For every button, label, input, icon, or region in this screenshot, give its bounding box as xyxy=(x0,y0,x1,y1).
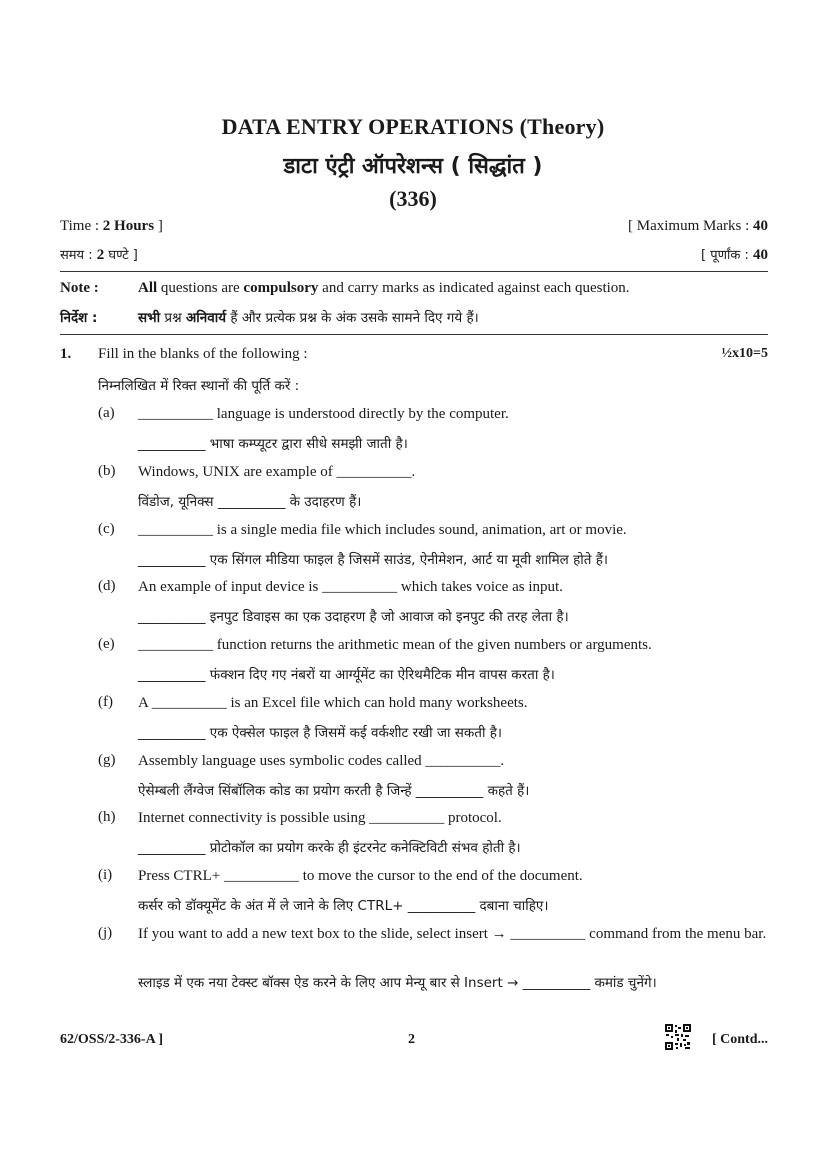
time-value: 2 Hours xyxy=(102,218,155,234)
note-compulsory: compulsory xyxy=(243,280,319,296)
paper-title-english: DATA ENTRY OPERATIONS (Theory) xyxy=(221,114,605,139)
item-text: An example of input device is __________ which takes voice as input. xyxy=(138,579,563,595)
item-text-hindi: __________ भाषा कम्प्यूटर द्वारा सीधे समझी जाती है। xyxy=(138,436,408,452)
max-marks-value-hindi: 40 xyxy=(753,247,768,263)
time-marks-hindi xyxy=(60,245,768,264)
note-hi-all: सभी xyxy=(138,310,161,326)
paper-title-hindi: डाटा एंट्री ऑपरेशन्स ( सिद्धांत ) xyxy=(283,154,543,179)
item-label: (f) xyxy=(98,694,113,710)
item-text: Press CTRL+ __________ to move the cursor to the end of the document. xyxy=(138,868,583,884)
max-marks-label: [ Maximum Marks : xyxy=(628,218,753,234)
item-text-hindi: __________ प्रोटोकॉल का प्रयोग करके ही इंटरनेट कनेक्टिविटी संभव होती है। xyxy=(138,840,521,856)
note-part: questions are xyxy=(157,280,244,296)
time-label: Time : xyxy=(60,218,103,234)
item-label: (d) xyxy=(98,578,116,594)
max-marks-value: 40 xyxy=(753,218,768,234)
max-marks-hindi xyxy=(701,245,768,264)
note-text xyxy=(138,280,630,297)
time-end: ] xyxy=(154,218,163,234)
paper-code: (336) xyxy=(389,186,437,211)
item-text-hindi: __________ इनपुट डिवाइस का एक उदाहरण है जो आवाज को इनपुट की तरह लेता है। xyxy=(138,609,569,625)
item-label: (e) xyxy=(98,636,115,652)
item-label: (b) xyxy=(98,463,116,479)
note-text-hindi xyxy=(138,308,479,326)
note-label-hindi: निर्देश : xyxy=(60,310,98,326)
note-label: Note : xyxy=(60,280,99,296)
continued-label: [ Contd... xyxy=(711,1032,768,1047)
item-text-hindi: स्लाइड में एक नया टेक्स्ट बॉक्स ऐड करने के लिए आप मेन्यू बार से Insert → __________ कमांड चुनेंगे। xyxy=(138,975,657,991)
item-label: (g) xyxy=(98,752,116,768)
item-label: (j) xyxy=(98,925,113,941)
item-label: (i) xyxy=(98,867,113,883)
item-text: __________ function returns the arithmetic mean of the given numbers or arguments. xyxy=(138,637,652,653)
item-text: A __________ is an Excel file which can hold many worksheets. xyxy=(138,695,528,711)
item-text: __________ language is understood directly by the computer. xyxy=(138,406,509,422)
item-text: __________ is a single media file which includes sound, animation, art or movie. xyxy=(138,522,627,538)
item-text-hindi: विंडोज, यूनिक्स __________ के उदाहरण हैं। xyxy=(138,494,362,510)
max-marks-label-hindi: [ पूर्णांक : xyxy=(701,248,753,263)
note-hi-rest: हैं और प्रत्येक प्रश्न के अंक उसके सामने दिए गये हैं। xyxy=(226,310,479,326)
item-label: (h) xyxy=(98,809,116,825)
item-label: (a) xyxy=(98,405,115,421)
paper-footer-code: 62/OSS/2-336-A ] xyxy=(60,1032,164,1047)
qr-code-icon xyxy=(665,1024,691,1050)
question-number: 1. xyxy=(60,346,72,362)
item-text: If you want to add a new text box to the slide, select insert → __________ command from the menu bar. xyxy=(138,926,767,942)
question-stem-hindi: निम्नलिखित में रिक्त स्थानों की पूर्ति करें : xyxy=(98,378,300,394)
time-unit-hindi: घण्टे ] xyxy=(104,248,138,263)
item-text-hindi: ऐसेम्बली लैंग्वेज सिंबॉलिक कोड का प्रयोग करती है जिन्हें __________ कहते हैं। xyxy=(138,783,530,799)
time-marks-english xyxy=(60,218,768,235)
max-marks xyxy=(628,218,768,235)
note-hi-part: प्रश्न xyxy=(160,310,186,326)
page-number: 2 xyxy=(408,1032,415,1047)
item-text-hindi: कर्सर को डॉक्यूमेंट के अंत में ले जाने के लिए CTRL+ __________ दबाना चाहिए। xyxy=(138,898,549,914)
question-stem: Fill in the blanks of the following : xyxy=(98,346,308,362)
item-label: (c) xyxy=(98,521,115,537)
item-text: Assembly language uses symbolic codes called __________. xyxy=(138,753,505,769)
note-all: All xyxy=(138,280,158,296)
item-text-hindi: __________ एक ऐक्सेल फाइल है जिसमें कई वर्कशीट रखी जा सकती है। xyxy=(138,725,503,741)
divider xyxy=(60,334,768,335)
question-marks: ½x10=5 xyxy=(721,346,768,361)
time-label-hindi: समय : xyxy=(60,248,97,263)
divider xyxy=(60,271,768,272)
item-text-hindi: __________ एक सिंगल मीडिया फाइल है जिसमें साउंड, ऐनीमेशन, आर्ट या मूवी शामिल होते हैं। xyxy=(138,552,609,568)
time-value-hindi: 2 xyxy=(96,247,105,263)
item-text: Internet connectivity is possible using __________ protocol. xyxy=(138,810,502,826)
item-text: Windows, UNIX are example of __________. xyxy=(138,464,416,480)
item-text-hindi: __________ फंक्शन दिए गए नंबरों या आर्ग्यूमेंट का ऐरिथमैटिक मीन वापस करता है। xyxy=(138,667,555,683)
note-rest: and carry marks as indicated against each question. xyxy=(318,280,630,296)
note-hi-compulsory: अनिवार्य xyxy=(185,310,227,326)
